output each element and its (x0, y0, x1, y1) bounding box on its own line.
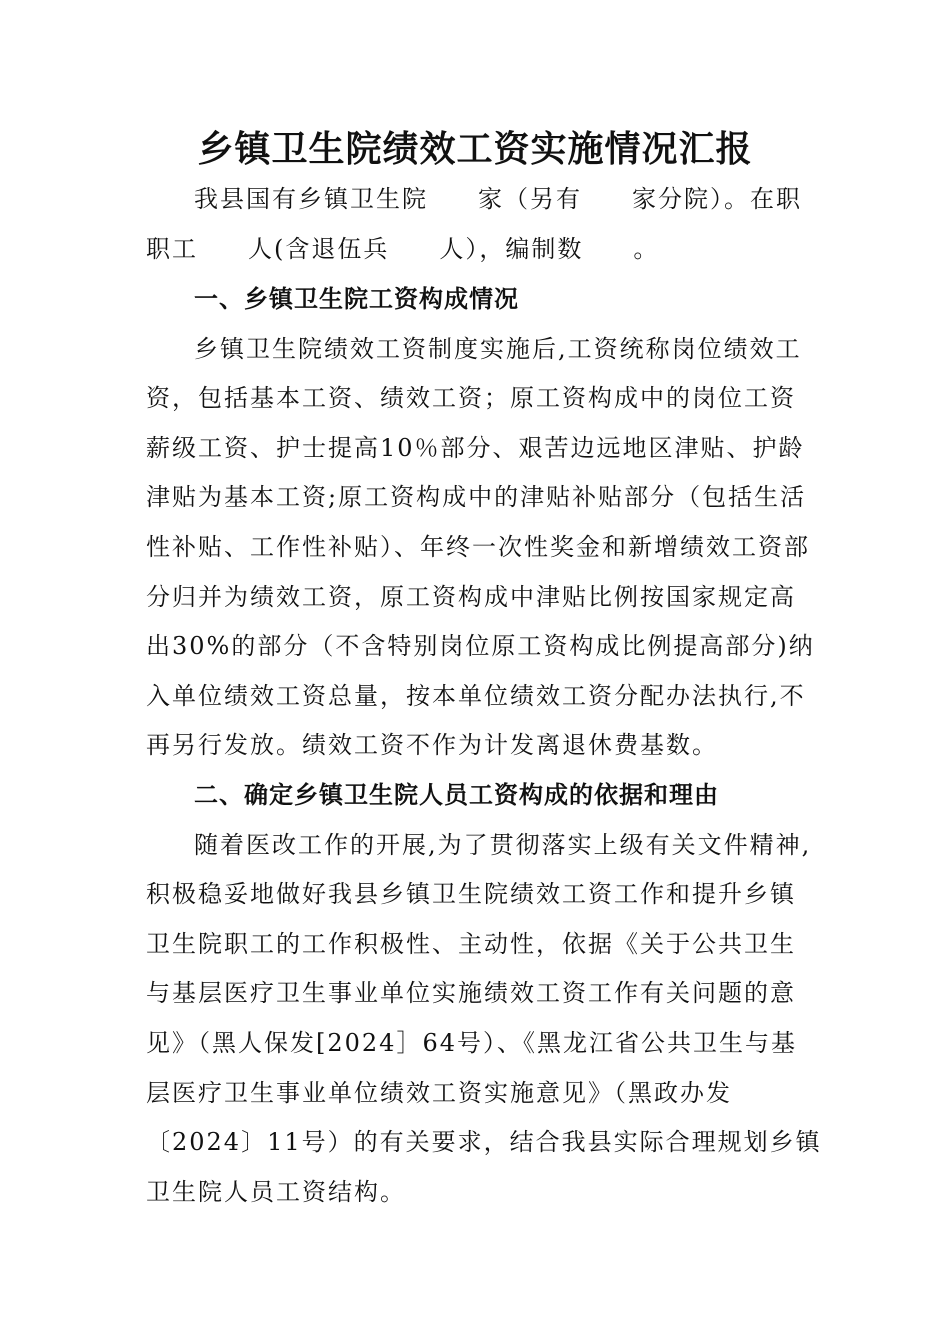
section2-line: 见》（黑人保发[2024］64号）、《黑龙江省公共卫生与基 (146, 1029, 797, 1057)
section1-line: 乡镇卫生院绩效工资制度实施后,工资统称岗位绩效工 (194, 335, 802, 363)
intro-text: 职工 (146, 235, 198, 263)
section1-line: 性补贴、工作性补贴）、年终一次性奖金和新增绩效工资部 (146, 533, 810, 561)
intro-line-1 (194, 182, 802, 216)
intro-text: 我县国有乡镇卫生院 (194, 185, 428, 213)
document-title: 乡镇卫生院绩效工资实施情况汇报 (197, 129, 753, 170)
section2-line: 卫生院职工的工作积极性、主动性，依据《关于公共卫生 (146, 930, 796, 958)
section2-line: 〔2024〕11号）的有关要求，结合我县实际合理规划乡镇 (146, 1128, 822, 1156)
section1-line: 再另行发放。绩效工资不作为计发离退休费基数。 (146, 731, 718, 759)
section1-line: 入单位绩效工资总量，按本单位绩效工资分配办法执行,不 (146, 682, 806, 710)
section1-heading: 一、乡镇卫生院工资构成情况 (194, 285, 519, 313)
section2-line: 积极稳妥地做好我县乡镇卫生院绩效工资工作和提升乡镇 (146, 880, 796, 908)
section1-line: 出30%的部分（不含特别岗位原工资构成比例提高部分)纳 (146, 632, 815, 660)
intro-line-2 (146, 232, 659, 266)
section1-line: 津贴为基本工资;原工资构成中的津贴补贴部分（包括生活 (146, 483, 807, 511)
section1-line: 资，包括基本工资、绩效工资；原工资构成中的岗位工资 (146, 384, 796, 412)
intro-text: 家（另有 (478, 185, 582, 213)
intro-text: 家分院）。在职 (632, 185, 802, 213)
section2-line: 卫生院人员工资结构。 (146, 1178, 406, 1206)
section2-line: 与基层医疗卫生事业单位实施绩效工资工作有关问题的意 (146, 979, 796, 1007)
section2-heading: 二、确定乡镇卫生院人员工资构成的依据和理由 (194, 781, 719, 809)
section1-line: 分归并为绩效工资，原工资构成中津贴比例按国家规定高 (146, 583, 796, 611)
section2-line: 层医疗卫生事业单位绩效工资实施意见》（黑政办发 (146, 1079, 732, 1107)
section2-line: 随着医改工作的开展,为了贯彻落实上级有关文件精神, (194, 831, 812, 859)
intro-text: 人），编制数 (439, 235, 584, 263)
intro-text: 。 (633, 235, 660, 263)
section1-line: 薪级工资、护士提高10％部分、艰苦边远地区津贴、护龄 (146, 434, 805, 462)
intro-text: 人(含退伍兵 (248, 235, 390, 263)
